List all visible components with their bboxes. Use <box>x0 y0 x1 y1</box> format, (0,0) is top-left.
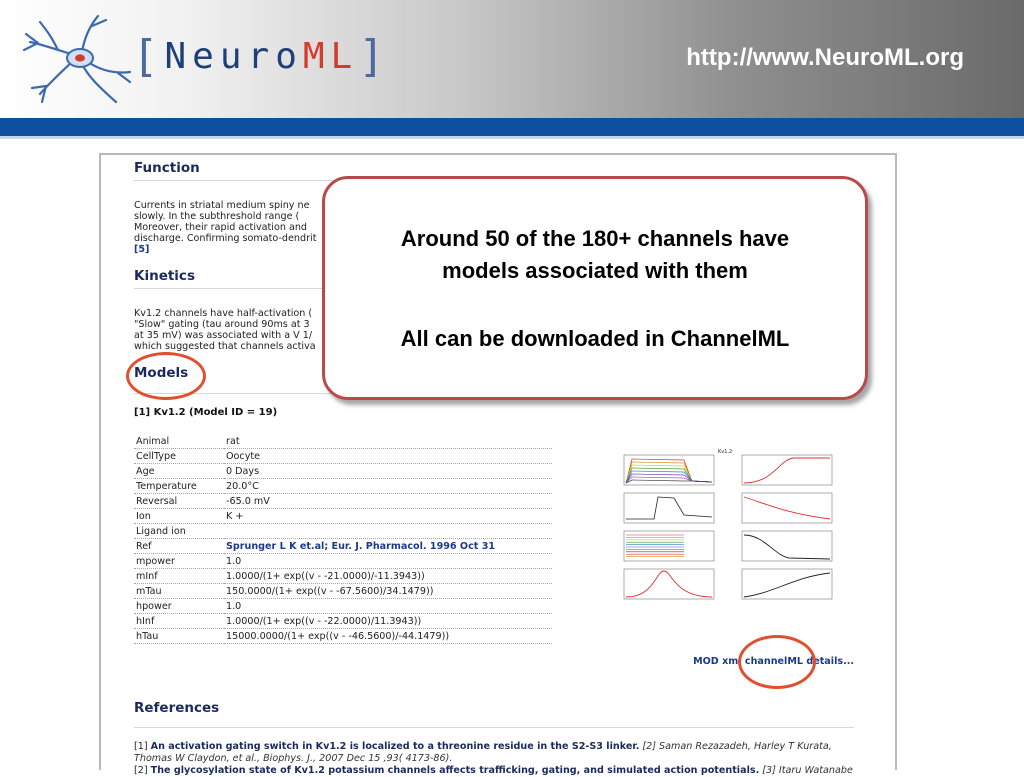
param-key: hTau <box>134 629 224 644</box>
neuroml-logo-text <box>132 32 391 80</box>
param-value: 150.0000/(1+ exp((v - -67.5600)/34.1479)) <box>224 584 552 599</box>
param-value: 1.0 <box>224 599 552 614</box>
param-value: 20.0°C <box>224 479 552 494</box>
param-key: Ligand ion <box>134 524 224 539</box>
param-row <box>134 524 552 539</box>
param-row <box>134 599 552 614</box>
function-line: Moreover, their rapid activation and <box>134 222 308 233</box>
kinetics-line: "Slow" gating (tau around 90ms at 3 <box>134 319 310 330</box>
param-row <box>134 614 552 629</box>
param-row <box>134 464 552 479</box>
reference-title-link[interactable]: An activation gating switch in Kv1.2 is localized to a threonine residue in the S2-S3 linker. <box>150 741 640 752</box>
param-value: Oocyte <box>224 449 552 464</box>
logo-text-main: Neuro <box>164 35 303 77</box>
model-params-table <box>134 434 552 644</box>
param-value: K + <box>224 509 552 524</box>
param-value: 0 Days <box>224 464 552 479</box>
plot-panel <box>742 531 832 561</box>
param-key: Ion <box>134 509 224 524</box>
param-value: 15000.0000/(1+ exp((v - -46.5600)/-44.1479)) <box>224 629 552 644</box>
param-value: 1.0000/(1+ exp((v - -21.0000)/-11.3943)) <box>224 569 552 584</box>
param-key: mInf <box>134 569 224 584</box>
header-url[interactable]: http://www.NeuroML.org <box>686 44 964 71</box>
reference-item <box>134 765 854 777</box>
plot-panel <box>742 455 832 485</box>
logo-bracket-left: [ <box>132 30 165 82</box>
function-text <box>134 200 316 255</box>
kinetics-text <box>134 308 316 352</box>
callout-line-2: models associated with them <box>442 258 748 283</box>
slide-header <box>0 0 1024 118</box>
param-key: Temperature <box>134 479 224 494</box>
reference-num: [2] <box>134 765 148 776</box>
param-value: 1.0000/(1+ exp((v - -22.0000)/11.3943)) <box>224 614 552 629</box>
channelml-highlight-circle <box>738 635 816 689</box>
function-line: Currents in striatal medium spiny ne <box>134 200 310 211</box>
param-row <box>134 449 552 464</box>
header-band <box>0 118 1024 136</box>
function-heading: Function <box>134 160 200 176</box>
function-ref-link[interactable]: [5] <box>134 244 150 255</box>
param-row <box>134 494 552 509</box>
param-key: Ref <box>134 539 224 554</box>
reference-item-cont <box>134 753 854 765</box>
header-band-shadow <box>0 136 1024 139</box>
param-row <box>134 539 552 554</box>
param-row <box>134 509 552 524</box>
models-heading: Models <box>134 365 189 381</box>
model-title: [1] Kv1.2 (Model ID = 19) <box>134 407 278 418</box>
reference-citation: Thomas W Claydon, et al., Biophys. J., 2007 Dec 15 ,93( 4173-86). <box>134 753 453 764</box>
reference-authors: [3] Itaru Watanabe <box>759 765 853 776</box>
callout-line-3: All can be downloaded in ChannelML <box>400 326 790 351</box>
function-line: slowly. In the subthreshold range ( <box>134 211 300 222</box>
param-key: Age <box>134 464 224 479</box>
plot-panel <box>742 493 832 523</box>
param-key: hpower <box>134 599 224 614</box>
logo-text-accent: ML <box>302 35 359 77</box>
param-value: -65.0 mV <box>224 494 552 509</box>
kinetics-line: at 35 mV) was associated with a V 1/ <box>134 330 313 341</box>
param-value: rat <box>224 434 552 449</box>
plot-panel <box>624 569 714 599</box>
param-row <box>134 434 552 449</box>
param-key: CellType <box>134 449 224 464</box>
param-row <box>134 554 552 569</box>
param-key: mTau <box>134 584 224 599</box>
references-rule <box>134 727 854 728</box>
kinetics-line: Kv1.2 channels have half-activation ( <box>134 308 313 319</box>
kinetics-line: which suggested that channels activa <box>134 341 316 352</box>
reference-title-link[interactable]: The glycosylation state of Kv1.2 potassium channels affects trafficking, gating, and simulated action potentials. <box>150 765 760 776</box>
model-details-link[interactable]: MOD xml channelML details... <box>693 656 854 667</box>
param-row <box>134 629 552 644</box>
param-row <box>134 569 552 584</box>
param-row <box>134 584 552 599</box>
neuron-logo-icon <box>18 12 136 113</box>
param-value: 1.0 <box>224 554 552 569</box>
models-highlight-circle <box>126 352 206 400</box>
reference-item <box>134 741 854 753</box>
function-line: discharge. Confirming somato-dendrit <box>134 233 317 244</box>
logo-bracket-right: ] <box>358 30 391 82</box>
model-plots-svg <box>614 445 854 610</box>
model-plots <box>614 445 854 610</box>
param-key: mpower <box>134 554 224 569</box>
reference-num: [1] <box>134 741 148 752</box>
param-value <box>224 524 552 539</box>
reference-authors: [2] Saman Rezazadeh, Harley T Kurata, <box>639 741 832 752</box>
references-heading: References <box>134 700 220 716</box>
param-row <box>134 479 552 494</box>
callout-box <box>322 176 868 400</box>
references-list <box>134 741 854 777</box>
param-key: hInf <box>134 614 224 629</box>
param-value[interactable]: Sprunger L K et.al; Eur. J. Pharmacol. 1996 Oct 31 <box>224 539 552 554</box>
param-key: Reversal <box>134 494 224 509</box>
param-key: Animal <box>134 434 224 449</box>
plot-title: Kv1.2 <box>718 449 733 455</box>
callout-line-1: Around 50 of the 180+ channels have <box>400 226 790 251</box>
kinetics-heading: Kinetics <box>134 268 195 284</box>
